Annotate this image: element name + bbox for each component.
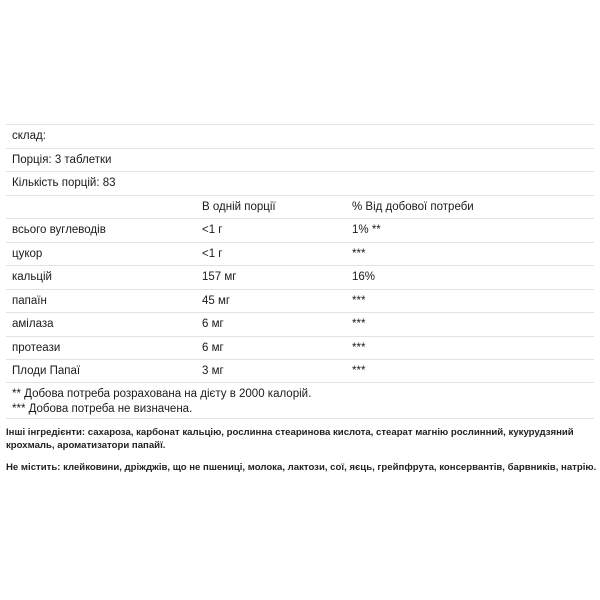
table-row [6, 242, 594, 266]
table-row [6, 218, 594, 242]
nutrient-amount: 6 мг [202, 318, 224, 330]
footnote-daily-value: ** Добова потреба розрахована на дієту в 2000 калорій. [12, 387, 312, 400]
nutrient-name: кальцій [12, 271, 52, 283]
free-from-statement: Не містить: клейковини, дріжджів, що не пшениці, молока, лактози, сої, яєць, грейпфрута, консервантів, барвників, натрію. [6, 462, 597, 473]
composition-title-row [6, 124, 594, 148]
serving-size-row [6, 148, 594, 172]
column-header-amount: В одній порції [202, 200, 276, 213]
nutrient-name: папаїн [12, 294, 47, 307]
nutrient-name: протеази [12, 341, 61, 354]
column-header-daily-value: % Від добової потреби [352, 200, 474, 213]
nutrient-daily-value: *** [352, 247, 366, 260]
nutrient-name: амілаза [12, 318, 54, 330]
nutrient-amount: <1 г [202, 224, 223, 236]
supplement-facts-panel [6, 124, 594, 417]
nutrient-amount: 6 мг [202, 341, 224, 354]
composition-title: склад: [12, 130, 46, 142]
nutrient-name: всього вуглеводів [12, 224, 106, 236]
servings-count: Кількість порцій: 83 [12, 177, 116, 189]
divider [6, 418, 594, 419]
nutrient-daily-value: *** [352, 341, 366, 354]
nutrient-name: Плоди Папаї [12, 365, 81, 377]
table-row [6, 265, 594, 289]
nutrient-amount: 3 мг [202, 365, 224, 377]
nutrient-daily-value: 16% [352, 271, 376, 283]
nutrient-daily-value: 1% ** [352, 224, 381, 236]
table-row [6, 359, 594, 383]
serving-size: Порція: 3 таблетки [12, 153, 112, 166]
table-row [6, 312, 594, 336]
table-row [6, 289, 594, 313]
nutrient-amount: <1 г [202, 247, 223, 260]
nutrient-name: цукор [12, 247, 43, 260]
table-header-row [6, 195, 594, 219]
footnotes [6, 387, 594, 417]
table-row [6, 336, 594, 360]
nutrient-amount: 45 мг [202, 294, 231, 307]
nutrient-daily-value: *** [352, 365, 366, 377]
footnote-not-established: *** Добова потреба не визначена. [12, 402, 193, 415]
other-ingredients: Інші інгредієнти: сахароза, карбонат кальцію, рослинна стеаринова кислота, стеарат магнію рослинний, кукурудзяний крохмаль, ароматизатори папайї. [6, 427, 574, 451]
nutrient-daily-value: *** [352, 318, 366, 330]
nutrient-daily-value: *** [352, 294, 366, 307]
nutrient-amount: 157 мг [202, 271, 237, 283]
servings-count-row [6, 171, 594, 195]
